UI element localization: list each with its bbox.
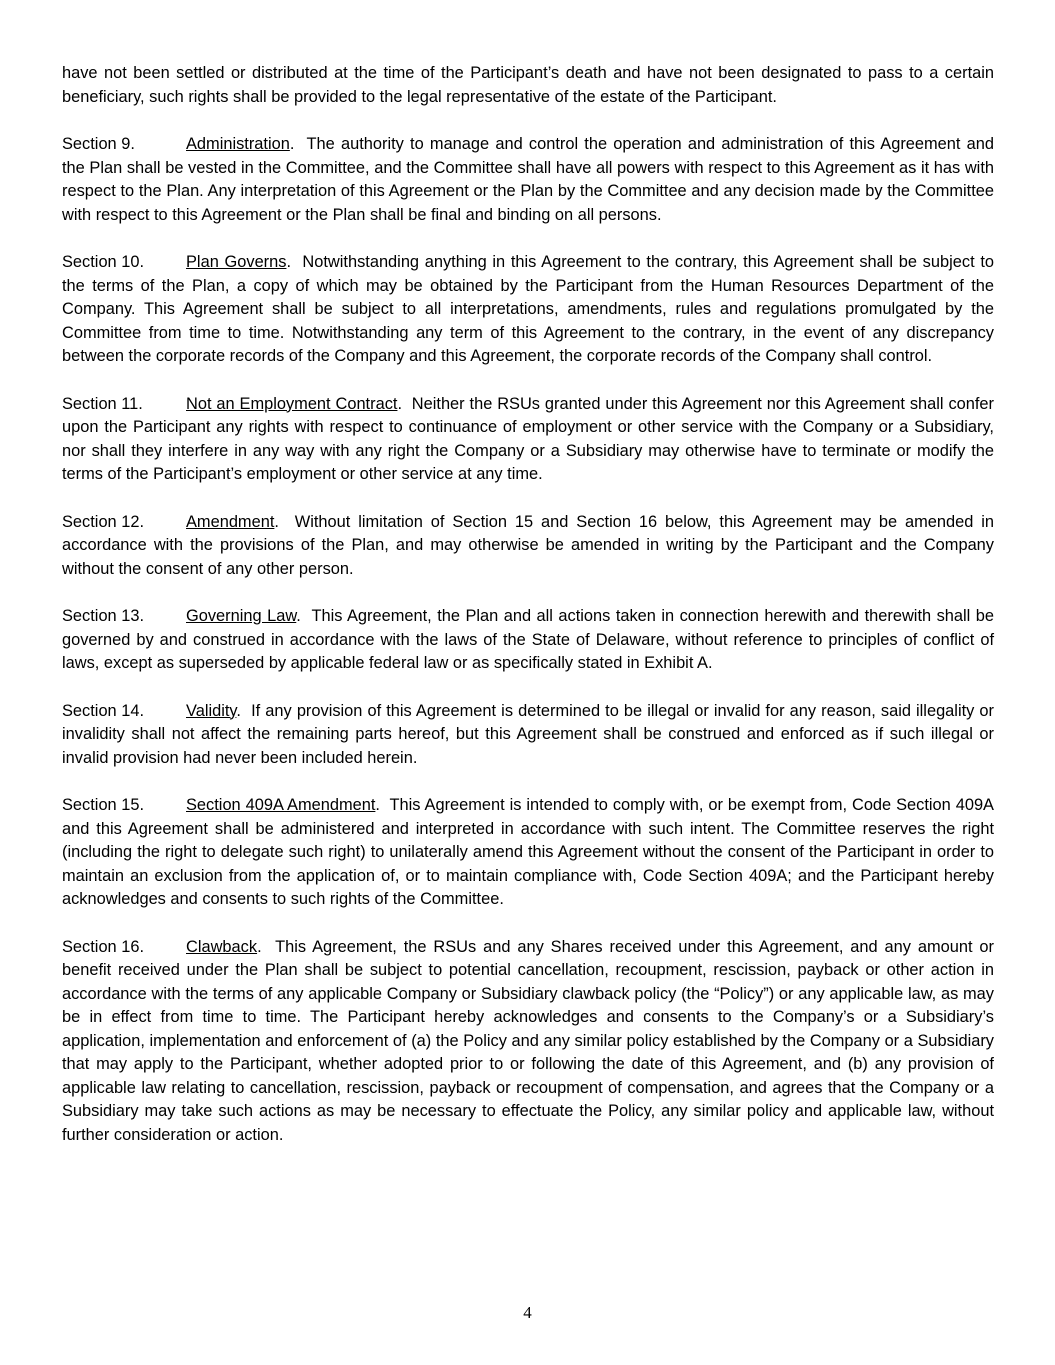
section-title: Administration <box>186 135 290 153</box>
section-9: Section 9. Administration. The authority to manage and control the operation and administration of this Agreement and the Plan shall be vested in the Committee, and the Committee shall have all powers with respect to this Agreement as it has with respect to the Plan. Any interpretation of this Agreement or the Plan by the Committee and any decision made by the Committee with respect to this Agreement or the Plan shall be final and binding on all persons. <box>62 135 995 224</box>
section-number: Section 13. <box>62 607 145 625</box>
section-body: Notwithstanding anything in this Agreement to the contrary, this Agreement shall be subject to the terms of the Plan, a copy of which may be obtained by the Participant from the Human Resources Department of the Company. This Agreement shall be subject to all interpretations, amendments, rules and regulations promulgated by the Committee from time to time. Notwithstanding any term of this Agreement to the contrary, in the event of any discrepancy between the corporate records of the Company and this Agreement, the corporate records of the Company shall control. <box>62 253 994 365</box>
section-number: Section 15. <box>62 796 145 814</box>
intro-paragraph <box>62 62 994 109</box>
section-13: Section 13. Governing Law. This Agreement, the Plan and all actions taken in connection herewith and therewith shall be governed by and construed in accordance with the laws of the State of Delaware, without reference to principles of conflict of laws, except as superseded by applicable federal law or as specifically stated in Exhibit A. <box>62 607 994 672</box>
section-body: Neither the RSUs granted under this Agreement nor this Agreement shall confer upon the Participant any rights with respect to continuance of employment or other service with the Company or a Subsidiary, nor shall they interfere in any way with any right the Company or a Subsidiary may otherwise have to terminate or modify the terms of the Participant’s employment or other service at any time. <box>62 394 995 483</box>
section-title: Amendment <box>186 512 275 531</box>
section-number: Section 11. <box>62 394 143 413</box>
section-16: Section 16. Clawback. This Agreement, the RSUs and any Shares received under this Agreement, and any amount or benefit received under the Plan shall be subject to potential cancellation, recoupment, rescission, payback or other action in accordance with the terms of any applicable Company or Subsidiary clawback policy (the “Policy”) or any applicable law, as may be in effect from time to time. The Participant hereby acknowledges and consents to the Company’s or a Subsidiary’s application, implementation and enforcement of (a) the Policy and any similar policy established by the Company or a Subsidiary that may apply to the Participant, whether adopted prior to or following the date of this Agreement, and (b) any provision of applicable law relating to cancellation, rescission, payback or recoupment of compensation, and agrees that the Company or a Subsidiary may take such actions as may be necessary to effectuate the Policy, any similar policy and applicable law, without further consideration or action. <box>62 937 994 1144</box>
section-number: Section 12. <box>62 512 145 531</box>
section-title: Section 409A Amendment <box>186 796 376 814</box>
section-number: Section 10. <box>62 253 145 271</box>
section-body: The authority to manage and control the operation and administration of this Agreement and the Plan shall be vested in the Committee, and the Committee shall have all powers with respect to this Agreement as it has with respect to the Plan. Any interpretation of this Agreement or the Plan by the Committee and any decision made by the Committee with respect to this Agreement or the Plan shall be final and binding on all persons. <box>62 135 995 224</box>
section-number: Section 16. <box>62 937 145 956</box>
intro-text: have not been settled or distributed at the time of the Participant’s death and have not been designated to pass to a certain beneficiary, such rights shall be provided to the legal representative of the estate of the Participant. <box>62 64 994 106</box>
document-page <box>62 62 994 1171</box>
section-11: Section 11. Not an Employment Contract. Neither the RSUs granted under this Agreement nor this Agreement shall confer upon the Participant any rights with respect to continuance of employment or other service with the Company or a Subsidiary, nor shall they interfere in any way with any right the Company or a Subsidiary may otherwise have to terminate or modify the terms of the Participant’s employment or other service at any time. <box>62 394 995 483</box>
section-title: Clawback <box>186 937 258 956</box>
page-number: 4 <box>523 1303 532 1322</box>
section-body: This Agreement is intended to comply with, or be exempt from, Code Section 409A and this Agreement shall be administered and interpreted in accordance with such intent. The Committee reserves the right (including the right to delegate such right) to unilaterally amend this Agreement without the consent of the Participant in order to maintain an exclusion from the application of, or to maintain compliance with, Code Section 409A; and the Participant hereby acknowledges and consents to such rights of the Committee. <box>62 796 994 908</box>
section-10: Section 10. Plan Governs. Notwithstanding anything in this Agreement to the contrary, this Agreement shall be subject to the terms of the Plan, a copy of which may be obtained by the Participant from the Human Resources Department of the Company. This Agreement shall be subject to all interpretations, amendments, rules and regulations promulgated by the Committee from time to time. Notwithstanding any term of this Agreement to the contrary, in the event of any discrepancy between the corporate records of the Company and this Agreement, the corporate records of the Company shall control. <box>62 253 994 365</box>
section-15: Section 15. Section 409A Amendment. This Agreement is intended to comply with, or be exempt from, Code Section 409A and this Agreement shall be administered and interpreted in accordance with such intent. The Committee reserves the right (including the right to delegate such right) to unilaterally amend this Agreement without the consent of the Participant in order to maintain an exclusion from the application of, or to maintain compliance with, Code Section 409A; and the Participant hereby acknowledges and consents to such rights of the Committee. <box>62 796 994 908</box>
section-title: Plan Governs <box>186 253 287 271</box>
section-title: Governing Law <box>186 607 297 625</box>
section-number: Section 9. <box>62 135 135 153</box>
section-title: Validity <box>186 701 237 720</box>
section-body: If any provision of this Agreement is determined to be illegal or invalid for any reason, said illegality or invalidity shall not affect the remaining parts hereof, but this Agreement shall be construed and enforced as if such illegal or invalid provision had never been included herein. <box>62 701 994 767</box>
section-12: Section 12. Amendment. Without limitation of Section 15 and Section 16 below, this Agreement may be amended in accordance with the provisions of the Plan, and may otherwise be amended in writing by the Participant and the Company without the consent of any other person. <box>62 512 994 578</box>
section-body: This Agreement, the RSUs and any Shares received under this Agreement, and any amount or benefit received under the Plan shall be subject to potential cancellation, recoupment, rescission, payback or other action in accordance with the terms of any applicable Company or Subsidiary clawback policy (the “Policy”) or any applicable law, as may be in effect from time to time. The Participant hereby acknowledges and consents to the Company’s or a Subsidiary’s application, implementation and enforcement of (a) the Policy and any similar policy established by the Company or a Subsidiary that may apply to the Participant, whether adopted prior to or following the date of this Agreement, and (b) any provision of applicable law relating to cancellation, rescission, payback or recoupment of compensation, and agrees that the Company or a Subsidiary may take such actions as may be necessary to effectuate the Policy, any similar policy and applicable law, without further consideration or action. <box>62 937 994 1144</box>
section-body: Without limitation of Section 15 and Section 16 below, this Agreement may be amended in accordance with the provisions of the Plan, and may otherwise be amended in writing by the Participant and the Company without the consent of any other person. <box>62 512 994 578</box>
section-title: Not an Employment Contract <box>186 394 398 413</box>
section-body: This Agreement, the Plan and all actions taken in connection herewith and therewith shall be governed by and construed in accordance with the laws of the State of Delaware, without reference to principles of conflict of laws, except as superseded by applicable federal law or as specifically stated in Exhibit A. <box>62 607 994 672</box>
section-number: Section 14. <box>62 701 145 720</box>
section-14: Section 14. Validity. If any provision of this Agreement is determined to be illegal or invalid for any reason, said illegality or invalidity shall not affect the remaining parts hereof, but this Agreement shall be construed and enforced as if such illegal or invalid provision had never been included herein. <box>62 701 994 767</box>
